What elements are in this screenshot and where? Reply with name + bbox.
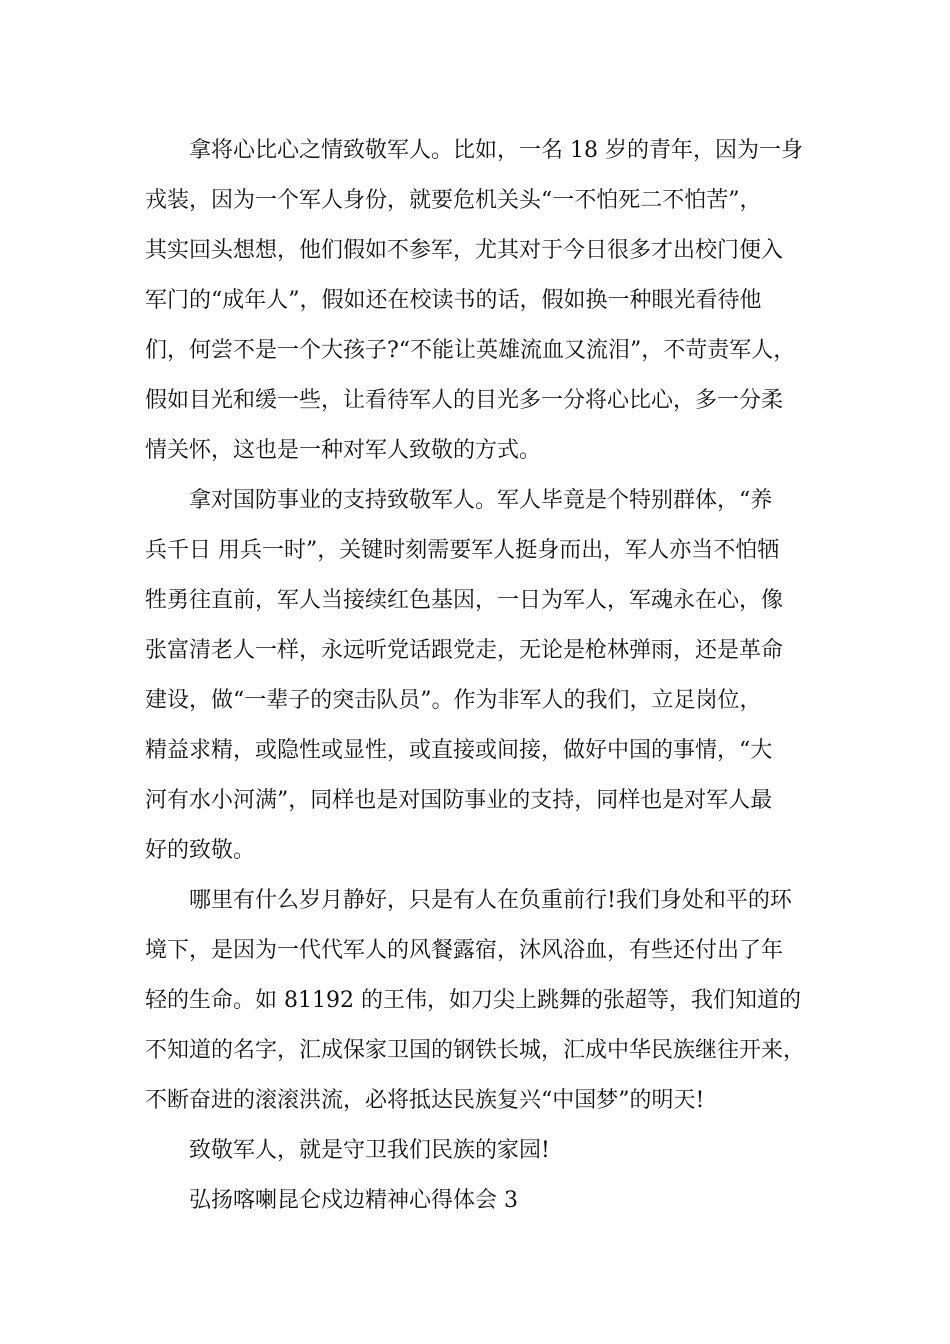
paragraph-line: 戎装，因为一个军人身份，就要危机关头“一不怕死二不怕苦”，	[145, 188, 762, 213]
paragraph-line: 哪里有什么岁月静好，只是有人在负重前行!我们身处和平的环	[189, 888, 792, 913]
paragraph-line: 张富清老人一样，永远听党话跟党走，无论是枪林弹雨，还是革命	[145, 638, 784, 663]
paragraph-2	[145, 476, 840, 876]
paragraph-line: 牲勇往直前，军人当接续红色基因，一日为军人，军魂永在心，像	[145, 588, 784, 613]
paragraph-line: 假如目光和缓一些，让看待军人的目光多一分将心比心，多一分柔	[145, 388, 784, 413]
section-heading	[145, 1176, 840, 1226]
paragraph-line: 拿对国防事业的支持致敬军人。军人毕竟是个特别群体，“养	[189, 488, 773, 513]
paragraph-4	[145, 1126, 840, 1176]
section-heading-text: 弘扬喀喇昆仑戍边精神心得体会 3	[189, 1188, 518, 1213]
paragraph-line: 们，何尝不是一个大孩子?“不能让英雄流血又流泪”，不苛责军人，	[145, 338, 796, 363]
paragraph-line: 致敬军人，就是守卫我们民族的家园!	[189, 1138, 550, 1163]
paragraph-line: 河有水小河满”，同样也是对国防事业的支持，同样也是对军人最	[145, 788, 773, 813]
paragraph-line: 好的致敬。	[145, 838, 256, 863]
paragraph-line: 建设，做“一辈子的突击队员”。作为非军人的我们，立足岗位，	[145, 688, 762, 713]
paragraph-line: 兵千日 用兵一时”，关键时刻需要军人挺身而出，军人亦当不怕牺	[145, 538, 780, 563]
paragraph-line: 其实回头想想，他们假如不参军，尤其对于今日很多才出校门便入	[145, 238, 784, 263]
paragraph-1	[145, 126, 840, 476]
paragraph-line: 精益求精，或隐性或显性，或直接或间接，做好中国的事情，“大	[145, 738, 773, 763]
paragraph-line: 不知道的名字，汇成保家卫国的钢铁长城，汇成中华民族继往开来，	[145, 1038, 806, 1063]
paragraph-line: 军门的“成年人”，假如还在校读书的话，假如换一种眼光看待他	[145, 288, 762, 313]
paragraph-line: 境下，是因为一代代军人的风餐露宿，沐风浴血，有些还付出了年	[145, 938, 784, 963]
paragraph-line: 拿将心比心之情致敬军人。比如，一名 18 岁的青年，因为一身	[189, 138, 803, 163]
document-body	[145, 126, 840, 1226]
paragraph-line: 情关怀，这也是一种对军人致敬的方式。	[145, 438, 542, 463]
paragraph-3	[145, 876, 840, 1126]
paragraph-line: 不断奋进的滚滚洪流，必将抵达民族复兴“中国梦”的明天!	[145, 1088, 705, 1113]
paragraph-line: 轻的生命。如 81192 的王伟，如刀尖上跳舞的张超等，我们知道的	[145, 988, 801, 1013]
